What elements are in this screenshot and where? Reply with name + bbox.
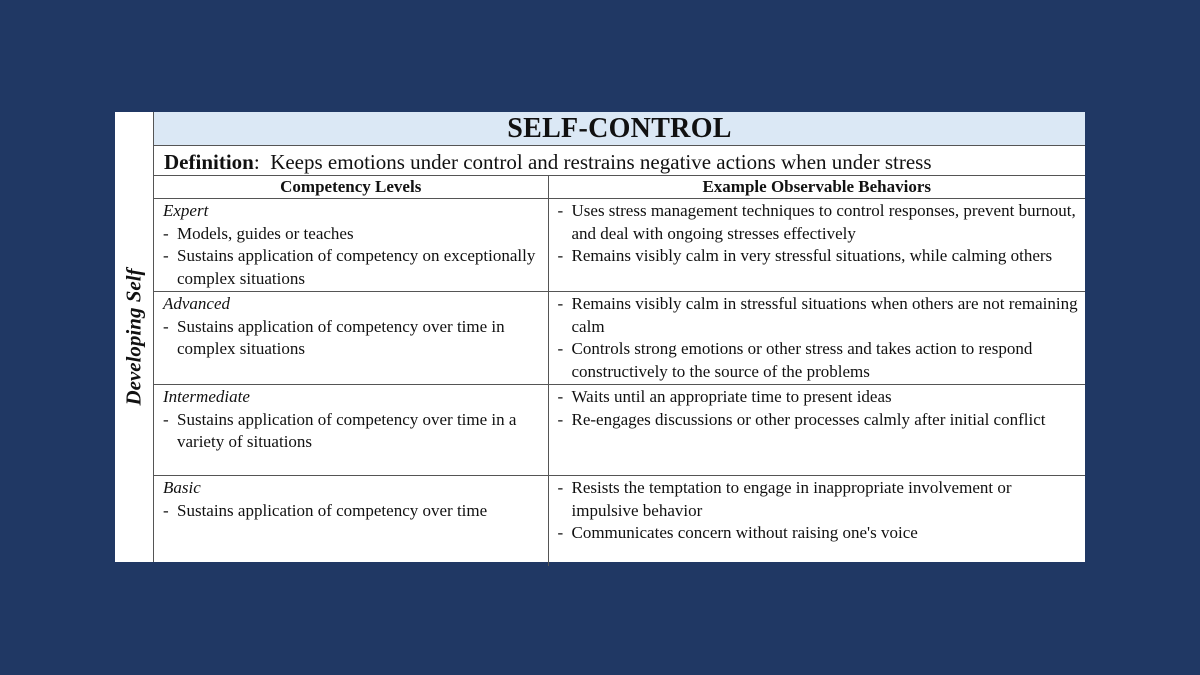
table-row	[154, 476, 1085, 567]
behavior-item: - Controls strong emotions or other stress and takes action to respond constructively to the source of the problems	[558, 338, 1082, 383]
level-cell	[154, 292, 548, 385]
level-item: - Sustains application of competency over time	[163, 500, 544, 523]
header-behaviors: Example Observable Behaviors	[548, 176, 1085, 199]
definition-label: Definition	[164, 150, 254, 174]
level-name: Advanced	[163, 294, 231, 313]
level-name: Intermediate	[163, 387, 250, 406]
level-item: - Sustains application of competency over time in a variety of situations	[163, 409, 544, 454]
behaviors-cell	[548, 385, 1085, 476]
level-item: - Models, guides or teaches	[163, 223, 544, 246]
table-header-row	[154, 176, 1085, 199]
behavior-list	[558, 200, 1082, 268]
behaviors-cell	[548, 199, 1085, 292]
behavior-item: - Remains visibly calm in very stressful situations, while calming others	[558, 245, 1082, 268]
table-row	[154, 199, 1085, 292]
level-list	[163, 316, 544, 361]
competency-table	[154, 176, 1085, 566]
page-title: SELF-CONTROL	[154, 112, 1085, 146]
behavior-item: - Resists the temptation to engage in inappropriate involvement or impulsive behavior	[558, 477, 1082, 522]
competency-main	[154, 112, 1085, 562]
level-item: - Sustains application of competency over time in complex situations	[163, 316, 544, 361]
header-levels: Competency Levels	[154, 176, 548, 199]
level-name: Expert	[163, 201, 209, 220]
side-label: Developing Self	[121, 268, 146, 406]
side-bar	[115, 112, 154, 562]
behavior-list	[558, 386, 1082, 431]
definition: Definition: Keeps emotions under control and restrains negative actions when under stress	[154, 146, 1085, 176]
table-row	[154, 292, 1085, 385]
level-name: Basic	[163, 478, 201, 497]
behaviors-cell	[548, 476, 1085, 567]
level-list	[163, 500, 544, 523]
behavior-item: - Communicates concern without raising one's voice	[558, 522, 1082, 545]
table-row	[154, 385, 1085, 476]
behavior-item: - Remains visibly calm in stressful situations when others are not remaining calm	[558, 293, 1082, 338]
level-list	[163, 223, 544, 291]
level-cell	[154, 385, 548, 476]
level-item: - Sustains application of competency on exceptionally complex situations	[163, 245, 544, 290]
definition-text: Keeps emotions under control and restrains negative actions when under stress	[270, 150, 932, 174]
behavior-item: - Uses stress management techniques to control responses, prevent burnout, and deal with ongoing stresses effectively	[558, 200, 1082, 245]
competency-card	[115, 112, 1085, 562]
level-cell	[154, 199, 548, 292]
level-list	[163, 409, 544, 454]
behaviors-cell	[548, 292, 1085, 385]
level-cell	[154, 476, 548, 567]
behavior-list	[558, 477, 1082, 545]
behavior-list	[558, 293, 1082, 383]
behavior-item: - Waits until an appropriate time to present ideas	[558, 386, 1082, 409]
behavior-item: - Re-engages discussions or other processes calmly after initial conflict	[558, 409, 1082, 432]
